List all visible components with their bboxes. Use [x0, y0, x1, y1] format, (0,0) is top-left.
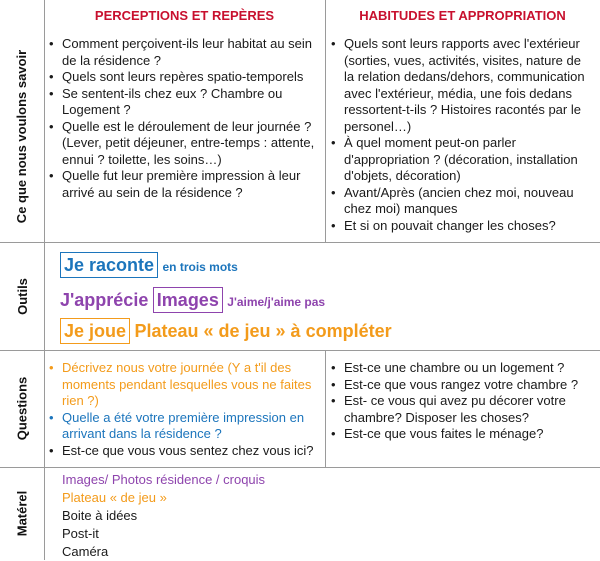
list-item: • Est-ce que vous rangez votre chambre ?: [331, 377, 593, 394]
grid-hline-3: [0, 467, 600, 468]
row-label-materiel-text: Matérel: [14, 490, 30, 537]
grid-vline-left: [44, 0, 45, 560]
list-item: • Quelle a été votre première impression en arrivant dans la résidence ?: [49, 410, 321, 443]
list-item: • Et si on pouvait changer les choses?: [331, 218, 593, 235]
list-item: • Est-ce une chambre ou un logement ?: [331, 360, 593, 377]
row-label-materiel: [0, 467, 44, 560]
habitudes-cell: [331, 36, 593, 234]
grid-vline-middle-questions: [325, 350, 326, 467]
habitudes-list: [331, 36, 593, 234]
materiel-item: Images/ Photos résidence / croquis: [62, 472, 266, 487]
tool-je-raconte: [60, 252, 238, 278]
materiel-item: Post-it: [62, 526, 99, 541]
list-item: • Quelle fut leur première impression à leur arrivé au sein de la résidence ?: [49, 168, 319, 201]
row-label-outils: [0, 242, 44, 350]
list-item: • Quelle est le déroulement de leur journée ? (Lever, petit déjeuner, entre-temps : attente, ennui ? toilette, les soins…): [49, 119, 319, 169]
je-raconte-text: en trois mots: [162, 260, 238, 274]
tool-j-apprecie: [60, 287, 325, 313]
je-raconte-box: Je raconte: [60, 252, 158, 278]
images-box: Images: [153, 287, 223, 313]
grid-hline-1: [0, 242, 600, 243]
header-habitudes: HABITUDES ET APPROPRIATION: [359, 8, 566, 23]
questions-right-list: [331, 360, 593, 443]
list-item: • Quels sont leurs rapports avec l'extérieur (sorties, vues, activités, visites, nature de la relation dedans/dehors, communication avec l'extérieur, média, une fois dedans ressortent-t-ils ? Histoires racontés par le personel…): [331, 36, 593, 135]
je-joue-box: Je joue: [60, 318, 130, 344]
list-item: • À quel moment peut-on parler d'appropriation ? (décoration, installation d'objets, décoration): [331, 135, 593, 185]
materiel-item: Caméra: [62, 544, 109, 559]
j-aime-text: J'aime/j'aime pas: [227, 295, 326, 309]
row-label-outils-text: Outils: [14, 277, 30, 315]
materiel-list: [62, 471, 265, 561]
materiel-item: Boite à idées: [62, 508, 138, 523]
list-item: • Est-ce que vous faites le ménage?: [331, 426, 593, 443]
header-perceptions: PERCEPTIONS ET REPÈRES: [94, 8, 275, 23]
perceptions-list: [49, 36, 319, 201]
questions-right-cell: [331, 360, 593, 443]
list-item: • Avant/Après (ancien chez moi, nouveau chez moi) manques: [331, 185, 593, 218]
row-label-savoir-text: Ce que nous voulons savoir: [14, 49, 30, 223]
row-label-questions-text: Questions: [14, 376, 30, 441]
plateau-text: Plateau « de jeu » à compléter: [134, 321, 392, 341]
list-item: • Quels sont leurs repères spatio-temporels: [49, 69, 319, 86]
row-label-questions: [0, 350, 44, 467]
list-item: • Décrivez nous votre journée (Y a t'il des moments pendant lesquelles vous ne faites rien ?): [49, 360, 321, 410]
list-item: • Comment perçoivent-ils leur habitat au sein de la résidence ?: [49, 36, 319, 69]
perceptions-cell: [49, 36, 319, 201]
row-label-savoir: [0, 30, 44, 242]
list-item: • Est- ce vous qui avez pu décorer votre chambre? Disposer les choses?: [331, 393, 593, 426]
grid-vline-middle: [325, 0, 326, 242]
j-apprecie-label: J'apprécie: [60, 290, 149, 310]
tool-je-joue: [60, 318, 392, 344]
materiel-item: Plateau « de jeu »: [62, 490, 167, 505]
grid-hline-2: [0, 350, 600, 351]
questions-left-list: [49, 360, 321, 459]
list-item: • Est-ce que vous vous sentez chez vous ici?: [49, 443, 321, 460]
list-item: • Se sentent-ils chez eux ? Chambre ou Logement ?: [49, 86, 319, 119]
questions-left-cell: [49, 360, 321, 459]
